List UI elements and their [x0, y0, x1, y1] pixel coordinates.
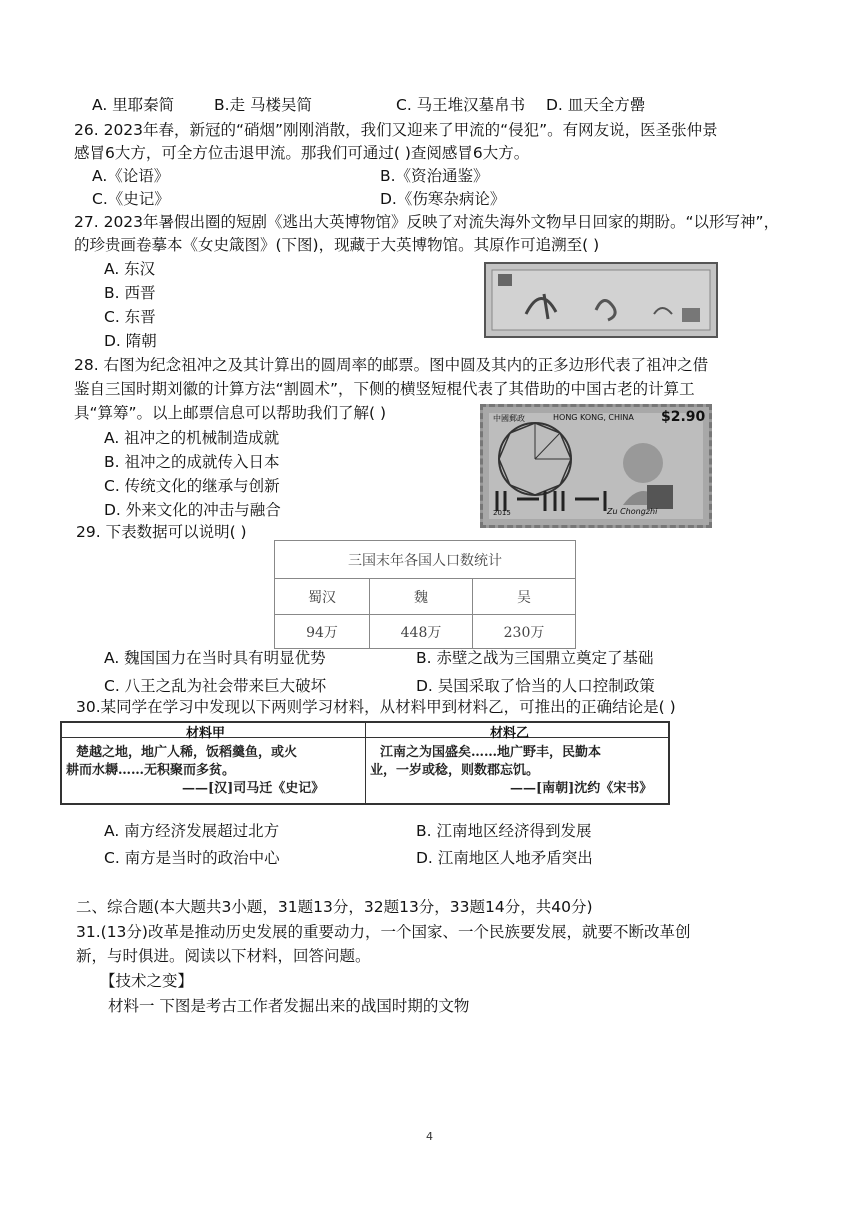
q31-material1: 材料一 下图是考古工作者发掘出来的战国时期的文物: [108, 997, 470, 1015]
q28-stem-line1: 28. 右图为纪念祖冲之及其计算出的圆周率的邮票。图中圆及其内的正多边形代表了祖冲之借: [74, 356, 709, 374]
stamp-name: Zu Chongzhi: [607, 507, 658, 516]
q27-stem-line1: 27. 2023年暑假出圈的短剧《逃出大英博物馆》反映了对流失海外文物早日回家的期盼。“以形写神”，: [74, 213, 780, 231]
material-yi-source: ——[南朝]沈约《宋书》: [510, 781, 653, 796]
population-table: [274, 540, 576, 649]
q30-option-a: A. 南方经济发展超过北方: [104, 822, 280, 840]
material-jia-line2: 耕而水耨……无积聚而多贫。: [66, 763, 236, 778]
q27-option-c: C. 东晋: [104, 308, 156, 326]
material-jia-title: 材料甲: [186, 726, 226, 741]
q31-stem-line1: 31.(13分)改革是推动历史发展的重要动力，一个国家、一个民族要发展，就要不断改革创: [76, 923, 691, 941]
material-yi-line1: 江南之为国盛矣……地广野丰，民勤本: [380, 745, 602, 760]
stamp-header: HONG KONG, CHINA: [553, 413, 634, 422]
q29-stem: 29. 下表数据可以说明( ): [76, 523, 247, 541]
q25-option-c: C. 马王堆汉墓帛书: [396, 96, 526, 114]
stamp-cn-label: 中國郵政: [493, 414, 525, 423]
q30-stem: 30.某同学在学习中发现以下两则学习材料，从材料甲到材料乙，可推出的正确结论是( ): [76, 698, 676, 716]
q29-option-d: D. 吴国采取了恰当的人口控制政策: [416, 677, 655, 695]
q26-option-b: B.《资治通鉴》: [380, 167, 489, 185]
q26-option-a: A.《论语》: [92, 167, 170, 185]
population-header-shuhan: 蜀汉: [275, 579, 370, 615]
q28-option-a: A. 祖冲之的机械制造成就: [104, 429, 280, 447]
population-value-wei: 448万: [370, 615, 473, 649]
q30-option-c: C. 南方是当时的政治中心: [104, 849, 280, 867]
q30-option-d: D. 江南地区人地矛盾突出: [416, 849, 593, 867]
q26-stem-line2: 感冒6大方，可全方位击退甲流。那我们可通过( )查阅感冒6大方。: [74, 144, 530, 162]
q25-option-b: B.走 马楼吴简: [214, 96, 312, 114]
q25-option-d: D. 皿天全方罍: [546, 96, 646, 114]
population-value-shuhan: 94万: [275, 615, 370, 649]
q28-option-b: B. 祖冲之的成就传入日本: [104, 453, 280, 471]
page-number: 4: [426, 1130, 433, 1143]
q28-stem-line2: 鉴自三国时期刘徽的计算方法“割圆术”，下侧的横竖短棍代表了其借助的中国古老的计算工: [74, 380, 695, 398]
nvshi-zhen-tu-image: [484, 262, 718, 338]
material-yi-line2: 业，一岁或稔，则数郡忘饥。: [370, 763, 540, 778]
material-comparison-box: [60, 721, 670, 805]
q27-stem-line2: 的珍贵画卷摹本《女史箴图》(下图)，现藏于大英博物馆。其原作可追溯至( ): [74, 236, 600, 254]
material-jia-source: ——[汉]司马迁《史记》: [182, 781, 325, 796]
q30-option-b: B. 江南地区经济得到发展: [416, 822, 592, 840]
population-header-wu: 吴: [473, 579, 576, 615]
q27-option-d: D. 隋朝: [104, 332, 157, 350]
stamp-price: $2.90: [661, 409, 706, 425]
material-jia-line1: 楚越之地，地广人稀，饭稻羹鱼，或火: [76, 745, 298, 760]
population-value-wu: 230万: [473, 615, 576, 649]
q25-option-a: A. 里耶秦简: [92, 96, 175, 114]
section-two-heading: 二、综合题(本大题共3小题，31题13分，32题13分，33题14分，共40分): [76, 898, 593, 916]
q27-option-a: A. 东汉: [104, 260, 156, 278]
population-header-wei: 魏: [370, 579, 473, 615]
q28-stem-line3: 具“算筹”。以上邮票信息可以帮助我们了解( ): [74, 404, 387, 422]
q26-option-d: D.《伤寒杂病论》: [380, 190, 506, 208]
q26-stem-line1: 26. 2023年春，新冠的“硝烟”刚刚消散，我们又迎来了甲流的“侵犯”。有网友说，医圣张仲景: [74, 121, 718, 139]
q26-option-c: C.《史记》: [92, 190, 170, 208]
zu-chongzhi-stamp-image: [480, 404, 712, 528]
q29-option-b: B. 赤壁之战为三国鼎立奠定了基础: [416, 649, 654, 667]
q29-option-c: C. 八王之乱为社会带来巨大破坏: [104, 677, 327, 695]
q31-stem-line2: 新，与时俱进。阅读以下材料，回答问题。: [76, 947, 371, 965]
material-column-divider: [365, 723, 366, 803]
q31-subheading: 【技术之变】: [100, 972, 194, 990]
q28-option-c: C. 传统文化的继承与创新: [104, 477, 280, 495]
q27-option-b: B. 西晋: [104, 284, 156, 302]
q29-option-a: A. 魏国国力在当时具有明显优势: [104, 649, 326, 667]
population-table-title: 三国末年各国人口数统计: [275, 541, 576, 579]
q28-option-d: D. 外来文化的冲击与融合: [104, 501, 281, 519]
material-yi-title: 材料乙: [490, 726, 530, 741]
stamp-year: 2015: [493, 509, 511, 517]
